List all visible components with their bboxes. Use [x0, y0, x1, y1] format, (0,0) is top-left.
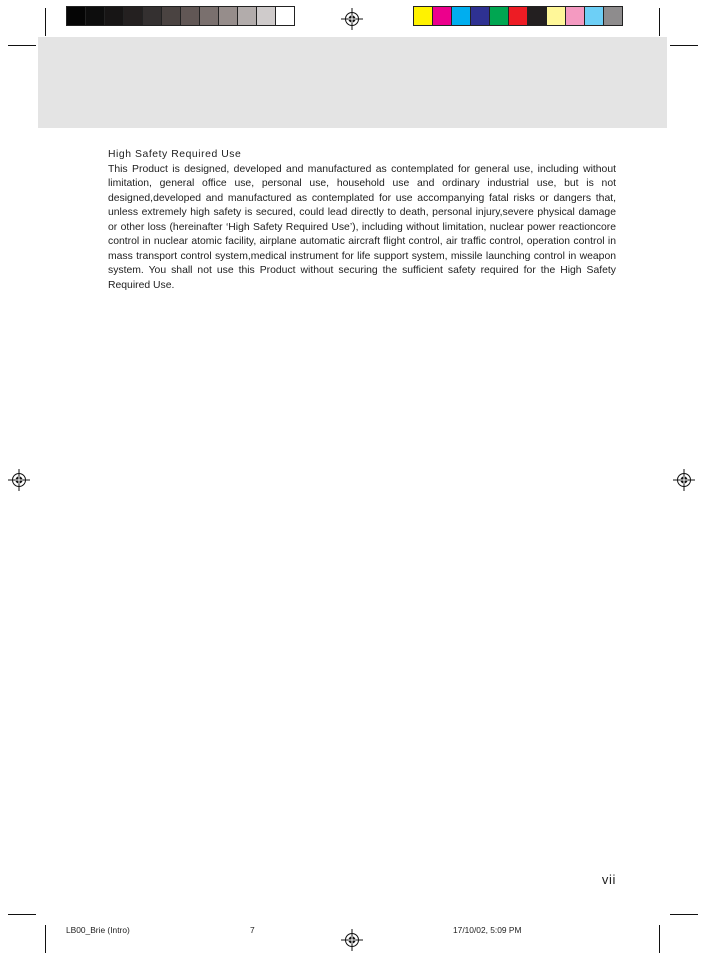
crop-mark-icon: [659, 925, 660, 953]
color-swatch: [508, 6, 528, 26]
crop-mark-icon: [670, 914, 698, 915]
color-swatch: [275, 6, 295, 26]
registration-target-icon: [8, 469, 30, 491]
color-swatch: [527, 6, 547, 26]
color-swatch: [66, 6, 86, 26]
color-swatch: [603, 6, 623, 26]
body-paragraph: This Product is designed, developed and manufactured as contemplated for general use, including without limitation, general office use, personal use, household use and ordinary industrial use, but is not designed,developed and manufactured as contemplated for use accompanying fatal risks or dangers that, unless extremely high safety is secured, could lead directly to death, personal injury,severe physical damage or other loss (hereinafter ‘High Safety Required Use’), including without limitation, nuclear power reactioncore control in nuclear atomic facility, airplane automatic aircraft flight control, air traffic control, operation control in mass transport control system,medical instrument for life support system, missile launching control in weapon system. You shall not use this Product without securing the sufficient safety required for the High Safety Required Use.: [108, 163, 616, 291]
color-swatch: [161, 6, 181, 26]
color-swatch: [451, 6, 471, 26]
registration-target-icon: [673, 469, 695, 491]
color-swatch: [199, 6, 219, 26]
color-swatch: [180, 6, 200, 26]
color-swatch: [565, 6, 585, 26]
footer-timestamp: 17/10/02, 5:09 PM: [453, 925, 522, 935]
crop-mark-icon: [659, 8, 660, 36]
color-swatch: [432, 6, 452, 26]
crop-mark-icon: [45, 8, 46, 36]
color-swatch: [123, 6, 143, 26]
header-band: [38, 37, 667, 128]
crop-mark-icon: [670, 45, 698, 46]
crop-mark-icon: [8, 45, 36, 46]
page-number: vii: [601, 872, 616, 887]
section-heading: High Safety Required Use: [108, 149, 242, 160]
crop-mark-icon: [45, 925, 46, 953]
color-swatch: [584, 6, 604, 26]
registration-target-icon: [341, 929, 363, 951]
color-swatch: [489, 6, 509, 26]
color-swatch: [237, 6, 257, 26]
color-swatch: [104, 6, 124, 26]
safety-notice: [108, 148, 616, 293]
process-color-calibration-bar: [413, 6, 622, 26]
footer-sheet-number: 7: [250, 925, 255, 935]
color-swatch: [142, 6, 162, 26]
color-swatch: [470, 6, 490, 26]
color-swatch: [256, 6, 276, 26]
color-swatch: [85, 6, 105, 26]
registration-target-icon: [341, 8, 363, 30]
color-swatch: [218, 6, 238, 26]
color-swatch: [546, 6, 566, 26]
color-swatch: [413, 6, 433, 26]
grayscale-calibration-bar: [66, 6, 294, 26]
crop-mark-icon: [8, 914, 36, 915]
footer-file-name: LB00_Brie (Intro): [66, 925, 130, 935]
